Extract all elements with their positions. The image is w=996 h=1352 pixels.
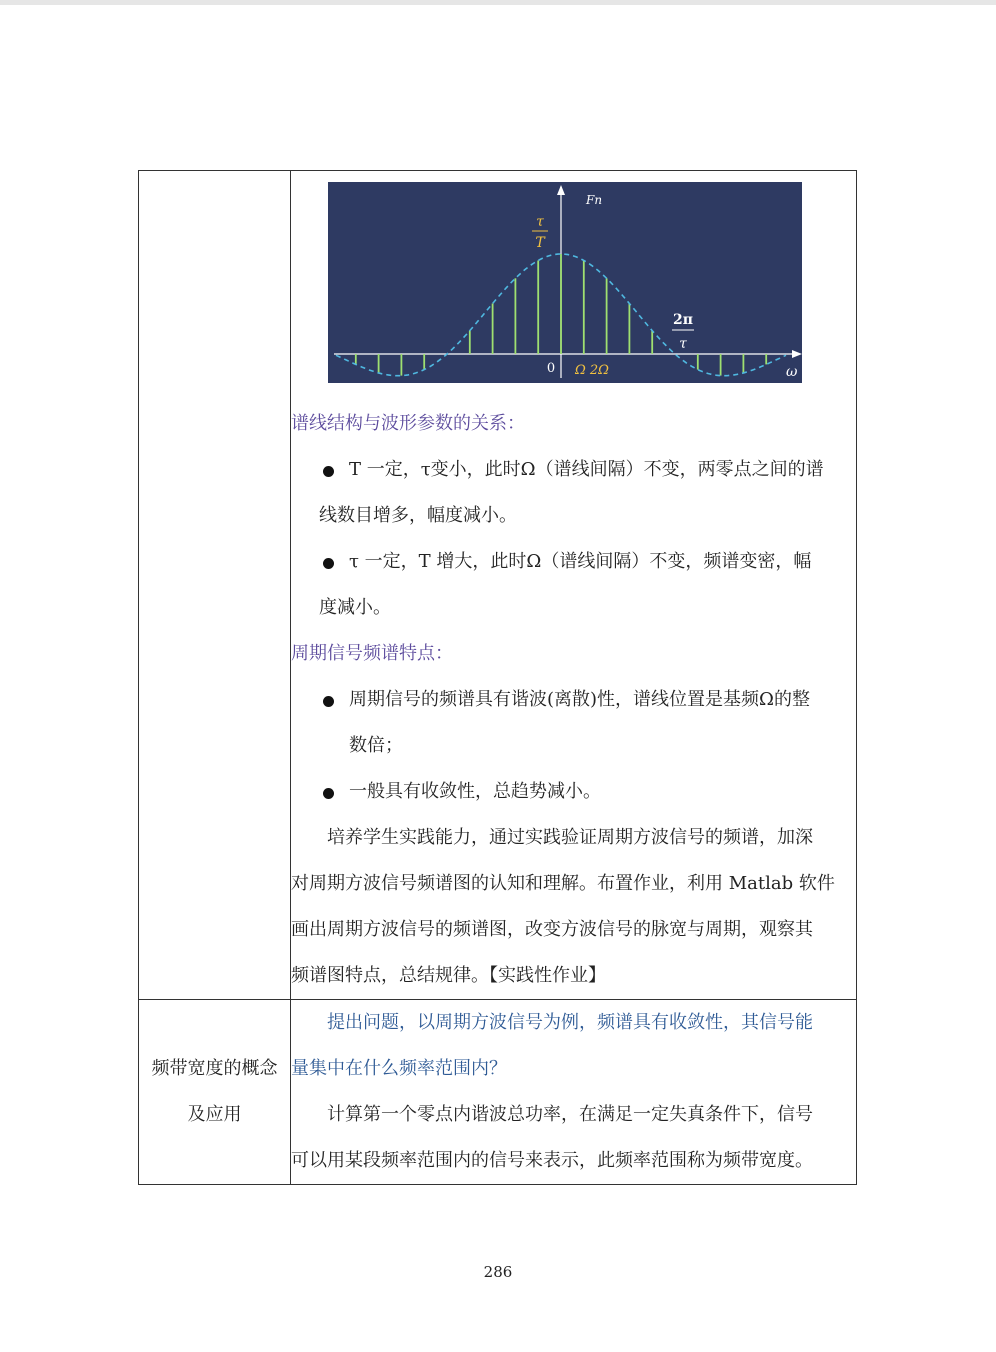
bullet-dot-icon xyxy=(323,696,334,707)
paragraph-line2: 对周期方波信号频谱图的认知和理解。布置作业，利用 Matlab 软件 xyxy=(291,873,835,894)
page-number: 286 xyxy=(483,1263,513,1281)
table-row xyxy=(139,1000,857,1185)
y-axis-label: Fn xyxy=(586,193,603,207)
bullet-dot-icon xyxy=(323,466,334,477)
section2-bullet2 xyxy=(291,769,856,815)
table-row xyxy=(139,171,857,1000)
paragraph-line4: 频谱图特点，总结规律。【实践性作业】 xyxy=(291,965,606,986)
row-label-line2: 及应用 xyxy=(187,1104,242,1125)
spectrum-svg xyxy=(328,182,802,383)
origin-label: 0 xyxy=(546,361,556,376)
section2-bullet1-cont: 数倍； xyxy=(349,735,403,756)
peak-numerator: τ xyxy=(536,214,544,230)
paragraph-line1: 培养学生实践能力，通过实践验证周期方波信号的频谱，加深 xyxy=(327,827,813,848)
answer-line1: 计算第一个零点内谐波总功率，在满足一定失真条件下，信号 xyxy=(327,1104,813,1125)
bullet-dot-icon xyxy=(323,558,334,569)
section1-heading: 谱线结构与波形参数的关系： xyxy=(291,413,525,434)
bullet-text: 一般具有收敛性，总趋势减小。 xyxy=(349,781,601,802)
spectrum-figure xyxy=(291,171,856,401)
right-cell xyxy=(291,171,857,1000)
section1-bullet1 xyxy=(291,447,856,493)
section1-bullet1-cont: 线数目增多，幅度减小。 xyxy=(319,505,517,526)
peak-denominator: T xyxy=(535,235,545,251)
question-line1: 提出问题，以周期方波信号为例，频谱具有收敛性，其信号能 xyxy=(327,1012,813,1033)
bandwidth-cell xyxy=(291,1000,857,1185)
section2-bullet1 xyxy=(291,677,856,723)
spectrum-plot xyxy=(328,182,802,383)
question-line2: 量集中在什么频率范围内？ xyxy=(291,1058,507,1079)
row-label-line1: 频带宽度的概念 xyxy=(151,1058,278,1079)
row-label-cell xyxy=(139,1000,291,1185)
paragraph-line3: 画出周期方波信号的频谱图，改变方波信号的脉宽与周期，观察其 xyxy=(291,919,813,940)
bullet-dot-icon xyxy=(323,788,334,799)
left-cell-empty xyxy=(139,171,291,1000)
content-table xyxy=(138,170,857,1185)
zero-numerator: 2π xyxy=(673,312,693,328)
top-rule xyxy=(0,0,996,5)
tick-labels: Ω 2Ω xyxy=(575,363,609,378)
x-axis-label: ω xyxy=(786,364,798,380)
bullet-text: T 一定，τ变小，此时Ω（谱线间隔）不变，两零点之间的谱 xyxy=(349,459,824,480)
bullet-text: 周期信号的频谱具有谐波(离散)性，谱线位置是基频Ω的整 xyxy=(349,689,810,710)
zero-denominator: τ xyxy=(679,336,687,352)
section1-bullet2 xyxy=(291,539,856,585)
section1-bullet2-cont: 度减小。 xyxy=(319,597,391,618)
answer-line2: 可以用某段频率范围内的信号来表示，此频率范围称为频带宽度。 xyxy=(291,1150,813,1171)
section2-heading: 周期信号频谱特点： xyxy=(291,643,453,664)
bullet-text: τ 一定，T 增大，此时Ω（谱线间隔）不变，频谱变密，幅 xyxy=(349,551,812,572)
